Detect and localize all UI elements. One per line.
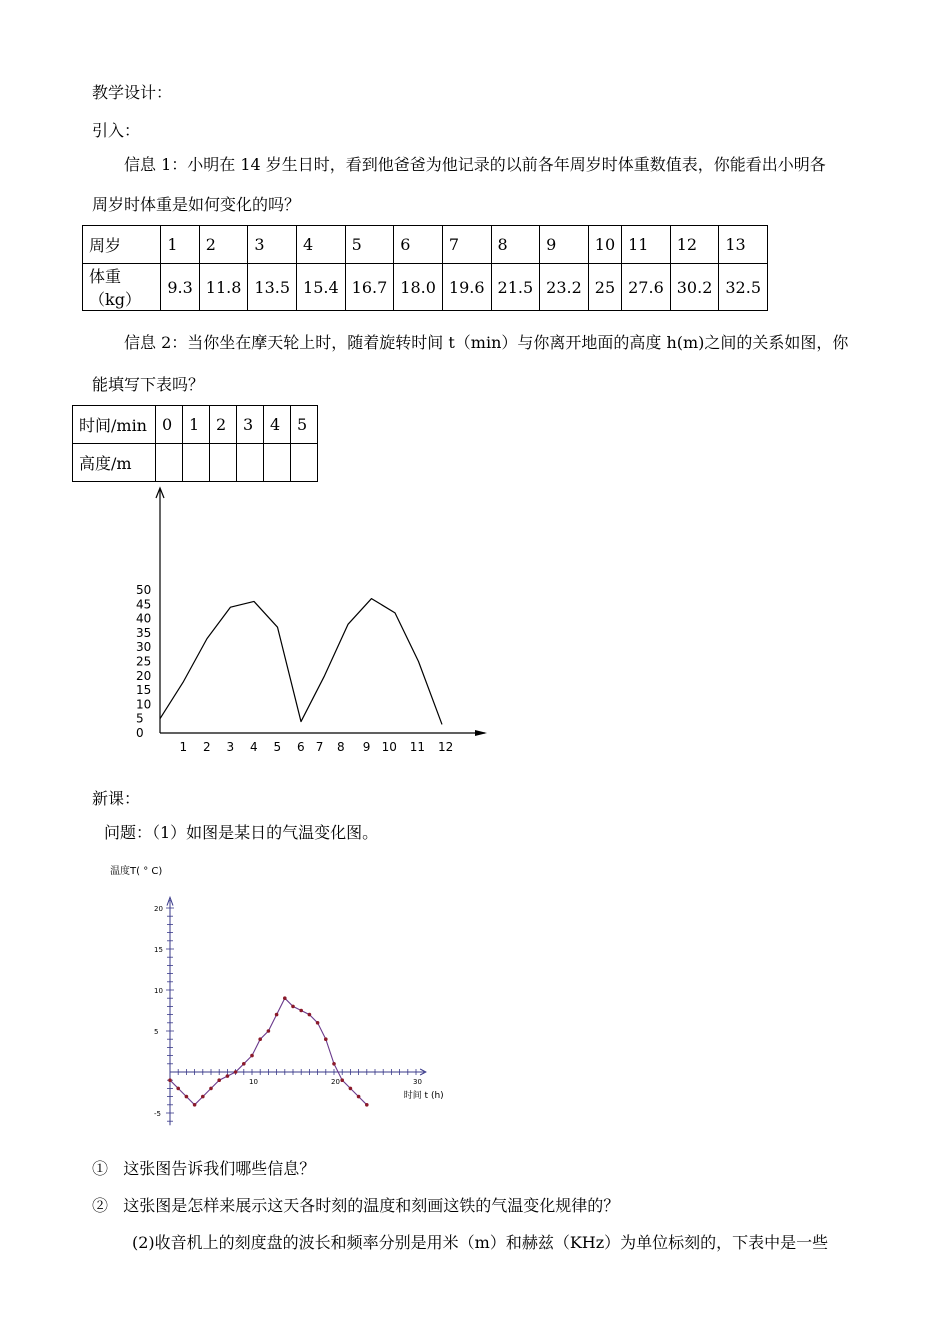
table-cell: 体重（kg） [83, 264, 161, 311]
x-tick-label: 5 [273, 740, 282, 754]
y-tick-label: 20 [154, 905, 163, 913]
question-item-2 [92, 1193, 619, 1216]
table-cell: 11 [622, 226, 671, 264]
data-point [201, 1095, 205, 1099]
table-cell: 27.6 [622, 264, 671, 311]
x-axis-arrow [475, 730, 487, 736]
item-text: 这张图是怎样来展示这天各时刻的温度和刻画这铁的气温变化规律的？ [123, 1196, 620, 1215]
x-tick-label: 8 [336, 740, 345, 754]
item-marker: ② [92, 1196, 109, 1215]
data-point [258, 1037, 262, 1041]
table-row [73, 406, 318, 444]
new-lesson-label: 新课： [92, 789, 141, 808]
table-cell: 3 [248, 226, 297, 264]
table-cell: 32.5 [719, 264, 768, 311]
table-cell: 2 [210, 406, 237, 444]
table-cell: 周岁 [83, 226, 161, 264]
data-point [324, 1037, 328, 1041]
x-tick-label: 20 [331, 1078, 340, 1086]
x-tick-label: 2 [203, 740, 211, 754]
table-cell: 3 [237, 406, 264, 444]
x-axis-title: 时间 t (h) [403, 1091, 444, 1101]
data-point [217, 1078, 221, 1082]
x-tick-label: 3 [226, 740, 235, 754]
table-cell: 4 [297, 226, 346, 264]
table-cell: 9.3 [161, 264, 199, 311]
table-cell: 25 [588, 264, 621, 311]
table-cell: 5 [345, 226, 394, 264]
question1: 问题：（1）如图是某日的气温变化图。 [104, 823, 379, 842]
item-marker: ① [92, 1159, 109, 1178]
table-cell [237, 444, 264, 482]
data-point [185, 1095, 189, 1099]
info2-line2: 能填写下表吗？ [92, 375, 205, 394]
table-cell [291, 444, 318, 482]
table-cell: 6 [394, 226, 443, 264]
ferris-wheel-chart [120, 480, 520, 770]
x-tick-label: 9 [362, 740, 371, 754]
data-point [209, 1087, 213, 1091]
weight-table [82, 225, 768, 311]
table-cell: 4 [264, 406, 291, 444]
table-cell: 5 [291, 406, 318, 444]
data-point [332, 1062, 336, 1066]
data-point [193, 1103, 197, 1107]
series-line [160, 599, 442, 725]
data-point [357, 1095, 361, 1099]
y-tick-label: 5 [136, 711, 144, 726]
height-table [72, 405, 318, 482]
data-point [242, 1062, 246, 1066]
table-cell: 8 [491, 226, 540, 264]
table-row [83, 264, 768, 311]
data-point [250, 1054, 254, 1058]
table-cell [183, 444, 210, 482]
y-tick-label: 10 [154, 987, 163, 995]
y-tick-label: 15 [154, 946, 163, 954]
table-row [83, 226, 768, 264]
table-cell [264, 444, 291, 482]
table-cell: 16.7 [345, 264, 394, 311]
x-tick-label: 30 [413, 1078, 422, 1086]
temperature-chart [100, 858, 480, 1148]
table-row [73, 444, 318, 482]
data-point [168, 1078, 172, 1082]
data-point [283, 996, 287, 1000]
data-point [234, 1070, 238, 1074]
data-point [226, 1074, 230, 1078]
y-tick-label: 15 [136, 683, 152, 698]
table-cell: 0 [156, 406, 183, 444]
table-cell [156, 444, 183, 482]
data-point [291, 1005, 295, 1009]
table-cell: 30.2 [670, 264, 719, 311]
table-cell: 15.4 [297, 264, 346, 311]
x-tick-label: 1 [179, 740, 188, 754]
data-point [349, 1087, 353, 1091]
x-tick-label: 6 [297, 740, 305, 754]
table-cell: 7 [442, 226, 491, 264]
table-cell: 21.5 [491, 264, 540, 311]
y-tick-label: 20 [136, 668, 152, 683]
table-cell: 10 [588, 226, 621, 264]
x-tick-label: 10 [381, 740, 397, 754]
table-cell: 12 [670, 226, 719, 264]
y-tick-label: 5 [154, 1028, 159, 1036]
table-cell: 13.5 [248, 264, 297, 311]
y-axis-title: 温度T( ° C) [110, 866, 163, 877]
data-point [176, 1087, 180, 1091]
y-tick-label: 25 [136, 654, 152, 669]
data-point [275, 1013, 279, 1017]
table-cell: 9 [540, 226, 589, 264]
x-tick-label: 4 [250, 740, 258, 754]
table-cell: 19.6 [442, 264, 491, 311]
intro-label: 引入： [92, 121, 141, 140]
series-line [170, 998, 367, 1105]
data-point [316, 1021, 320, 1025]
item-text: 这张图告诉我们哪些信息？ [123, 1159, 316, 1178]
x-tick-label: 12 [438, 740, 454, 754]
table-cell [210, 444, 237, 482]
table-cell: 1 [183, 406, 210, 444]
table-cell: 11.8 [199, 264, 248, 311]
table-cell: 1 [161, 226, 199, 264]
y-tick-label: 50 [136, 583, 152, 597]
x-tick-label: 11 [409, 740, 426, 754]
info2-line1: 信息 2：当你坐在摩天轮上时，随着旋转时间 t（min）与你离开地面的高度 h(m)之间的关系如图，你 [124, 333, 849, 352]
table-cell: 23.2 [540, 264, 589, 311]
y-tick-label: 10 [136, 697, 152, 712]
y-tick-label: 30 [136, 640, 152, 655]
data-point [365, 1103, 369, 1107]
table-cell: 13 [719, 226, 768, 264]
data-point [340, 1078, 344, 1082]
data-point [308, 1013, 312, 1017]
data-point [267, 1029, 271, 1033]
info1-line1: 信息 1：小明在 14 岁生日时，看到他爸爸为他记录的以前各年周岁时体重数值表，你能看出小明各 [124, 155, 826, 174]
data-point [299, 1009, 303, 1013]
question2: (2)收音机上的刻度盘的波长和频率分别是用米（m）和赫兹（KHz）为单位标刻的，下表中是一些 [132, 1233, 829, 1252]
info1-line2: 周岁时体重是如何变化的吗？ [92, 195, 301, 214]
table-cell: 18.0 [394, 264, 443, 311]
y-tick-label: 45 [136, 597, 152, 612]
question-item-1 [92, 1156, 315, 1179]
table-cell: 时间/min [73, 406, 156, 444]
x-tick-label: 7 [315, 740, 324, 754]
y-tick-label: 0 [136, 726, 144, 740]
y-tick-label: 35 [136, 625, 152, 640]
table-cell: 2 [199, 226, 248, 264]
table-cell: 高度/m [73, 444, 156, 482]
y-tick-label: 40 [136, 611, 152, 626]
heading: 教学设计： [92, 83, 173, 102]
x-tick-label: 10 [249, 1078, 258, 1086]
y-tick-label: -5 [154, 1110, 161, 1118]
